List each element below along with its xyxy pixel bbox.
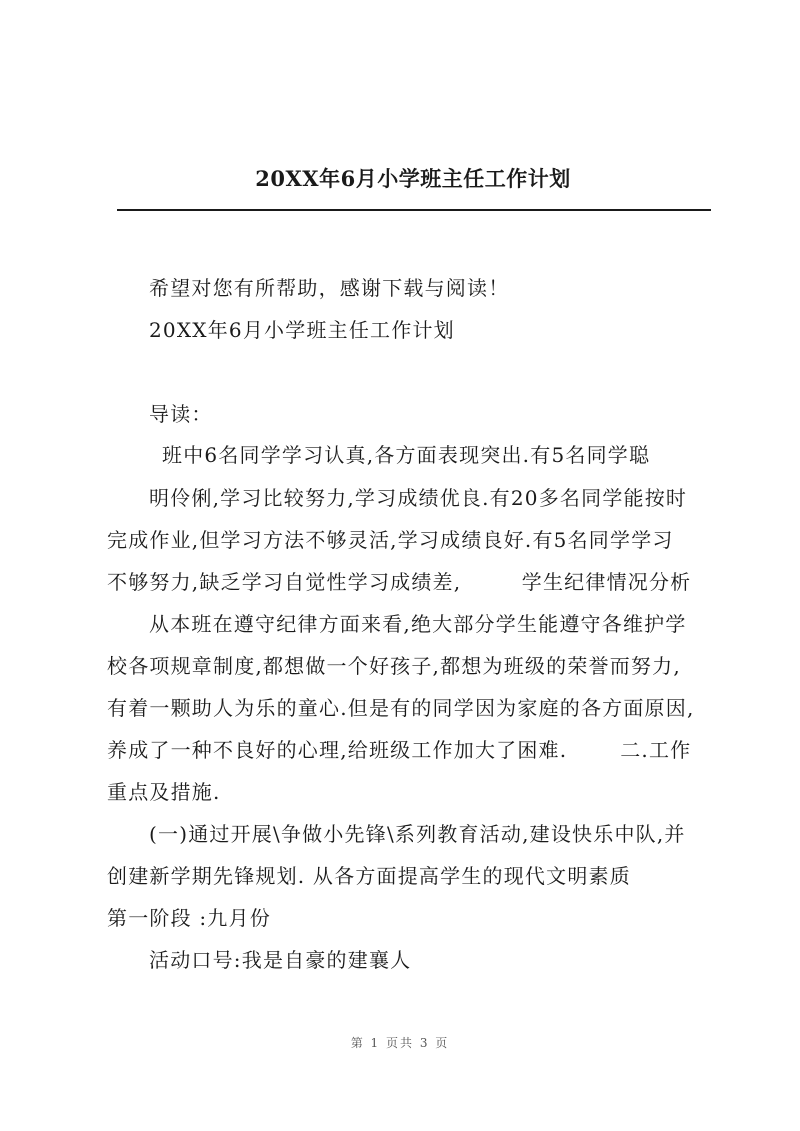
body-line: 第一阶段 :九月份	[107, 906, 271, 930]
body-line: 完成作业,但学习方法不够灵活,学习成绩良好.有5名同学学习	[107, 528, 674, 552]
document-title: 20XX年6月小学班主任工作计划	[255, 166, 571, 191]
body-line: 校各项规章制度,都想做一个好孩子,都想为班级的荣誉而努力,	[107, 654, 681, 678]
body-line: 养成了一种不良好的心理,给班级工作加大了困难. 二.工作	[107, 738, 692, 762]
body-line: 明伶俐,学习比较努力,学习成绩优良.有20多名同学能按时	[149, 486, 688, 510]
body-line: 有着一颗助人为乐的童心.但是有的同学因为家庭的各方面原因,	[107, 696, 695, 720]
body-line: 重点及措施.	[107, 780, 221, 804]
intro-line: 希望对您有所帮助，感谢下载与阅读！	[149, 276, 510, 300]
body-line: (一)通过开展\争做小先锋\系列教育活动,建设快乐中队,并	[149, 822, 686, 846]
page-footer: 第 1 页共 3 页	[350, 1036, 450, 1050]
guide-heading: 导读：	[149, 402, 213, 426]
body-line: 班中6名同学学习认真,各方面表现突出.有5名同学聪	[162, 443, 651, 467]
body-line: 创建新学期先锋规划. 从各方面提高学生的现代文明素质	[107, 864, 631, 888]
body-line: 不够努力,缺乏学习自觉性学习成绩差, 学生纪律情况分析	[107, 570, 692, 594]
body-line: 从本班在遵守纪律方面来看,绝大部分学生能遵守各维护学	[149, 612, 687, 636]
body-line: 活动口号:我是自豪的建襄人	[149, 948, 412, 972]
subtitle-line: 20XX年6月小学班主任工作计划	[149, 318, 455, 342]
title-underline	[117, 209, 711, 211]
